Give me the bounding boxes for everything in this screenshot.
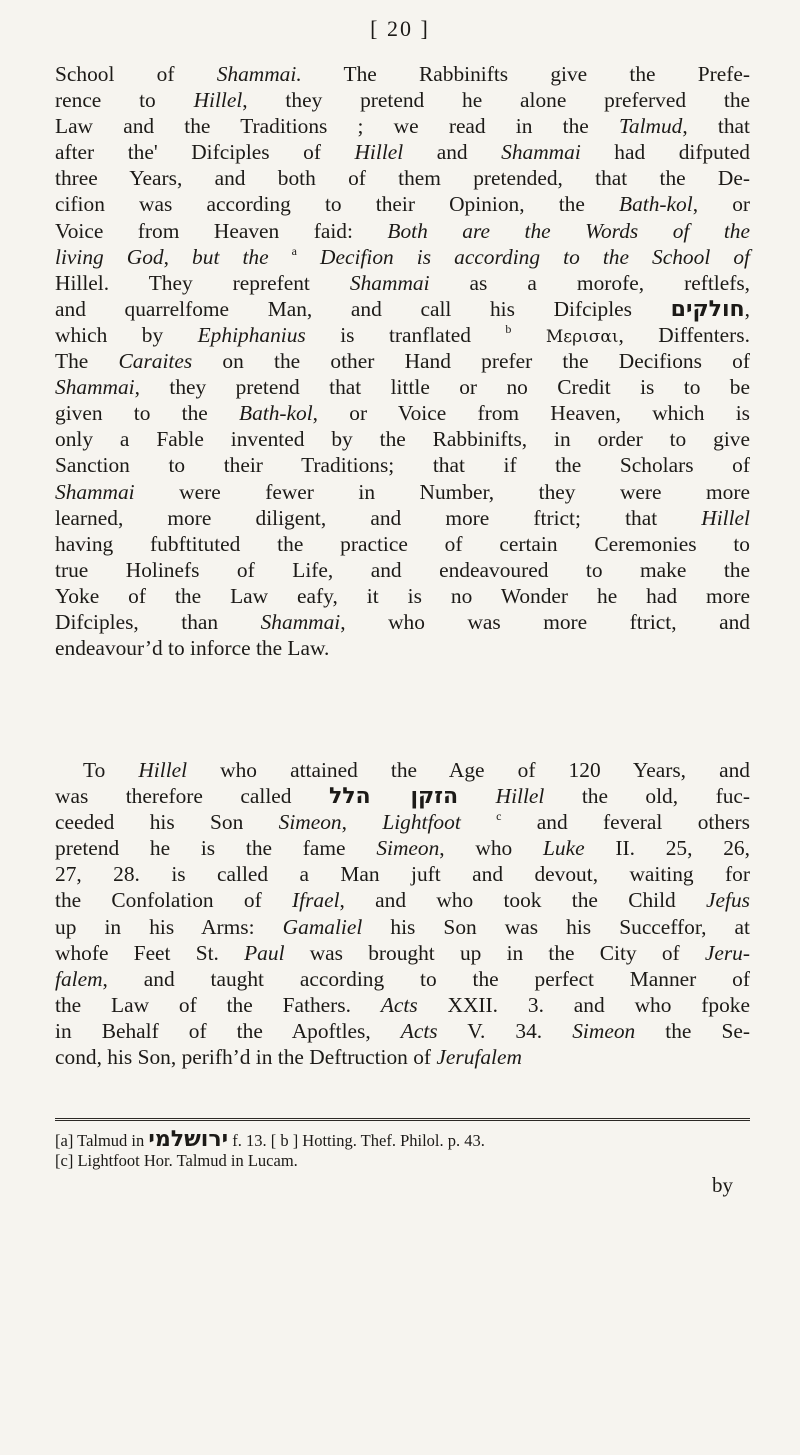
text-line [55, 531, 750, 557]
text-line [55, 914, 750, 940]
text-run: XXII. 3. and who fpoke [417, 992, 750, 1017]
text-run: , or Voice from Heaven, which is [312, 401, 750, 426]
italic-text: Shammai [55, 479, 135, 504]
text-line [55, 452, 750, 478]
text-run [461, 810, 496, 834]
hebrew-word: חולקים [670, 296, 745, 322]
italic-text: Jerufalem [436, 1045, 522, 1070]
text-run: Hillel. They reprefent [55, 270, 350, 295]
text-run: School of [55, 62, 217, 86]
italic-text: Hillel [138, 758, 188, 782]
text-line [55, 296, 750, 322]
text-run: true Holinefs of Life, and endeavoured to make the [55, 557, 750, 582]
text-run: Law and the Traditions ; we read in the [55, 114, 619, 139]
italic-text: Hillel [354, 140, 404, 165]
text-run: 27, 28. is called a Man juft and devout, waiting for [55, 862, 750, 887]
text-run: Voice from Heaven faid: [55, 218, 388, 243]
text-line [55, 139, 750, 165]
italic-text: Caraites [118, 349, 193, 374]
italic-text: Ifrael [292, 888, 340, 913]
text-line [55, 835, 750, 861]
text-run: the Se- [635, 1018, 751, 1043]
text-run: [a] Talmud in [55, 1131, 149, 1150]
text-run [458, 784, 495, 808]
text-line [55, 783, 750, 809]
text-line [55, 583, 750, 609]
text-line [55, 191, 750, 217]
text-run: cond, his Son, perifh’d in the Deftruction of [55, 1045, 437, 1070]
text-line [55, 400, 750, 426]
text-line [55, 348, 750, 374]
text-run: To [83, 758, 139, 782]
text-line [55, 322, 750, 348]
text-run: rence to [55, 88, 194, 113]
text-run: is tranflated [305, 322, 506, 347]
italic-text: Jeru- [704, 940, 750, 965]
footnote [55, 1151, 750, 1171]
text-line [55, 635, 750, 661]
text-run: ceeded his Son [55, 810, 279, 835]
italic-text: living God [55, 244, 164, 269]
italic-text: but the [192, 244, 292, 269]
text-run: , [341, 810, 383, 835]
text-run: Sanction to their Traditions; that if the Scholars of [55, 453, 750, 478]
italic-text: Both are the Words of the [387, 218, 750, 243]
text-line [55, 479, 750, 505]
text-run: the Confolation of [55, 888, 293, 913]
italic-text: Acts [380, 992, 418, 1017]
text-run: , and who took the Child [339, 888, 707, 913]
text-run: The Rabbinifts give the Prefe- [301, 62, 751, 86]
text-run: , [163, 244, 193, 269]
text-run: , they pretend he alone preferved the [242, 88, 751, 113]
text-line [55, 505, 750, 531]
text-line [55, 557, 750, 583]
text-run: in Behalf of the Apoftles, [55, 1018, 401, 1043]
text-run: as a morofe, reftlefs, [429, 270, 750, 295]
text-line [55, 861, 750, 887]
catchword: by [712, 1173, 733, 1197]
italic-text: Lightfoot [382, 810, 461, 835]
text-line [55, 87, 750, 113]
text-run: , they pretend that little or no Credit is to be [134, 375, 750, 400]
text-run: [c] Lightfoot Hor. Talmud in Lucam. [55, 1151, 298, 1170]
italic-text: Hillel [495, 784, 545, 809]
text-run: which by [55, 322, 198, 347]
text-run: only a Fable invented by the Rabbinifts, in order to give [55, 427, 750, 452]
text-run: cifion was according to their Opinion, the [55, 192, 620, 217]
paragraph-shammai-hillel [55, 61, 750, 661]
text-line [55, 940, 750, 966]
footnote-marker: a [291, 243, 297, 258]
text-run: were fewer in Number, they were more [134, 479, 750, 504]
text-run: The [55, 349, 119, 374]
text-run: had difputed [580, 140, 750, 165]
greek-word: Μερισαι [545, 326, 619, 347]
text-run: who attained the Age of 120 Years, and [187, 758, 750, 782]
italic-text: Simeon [376, 836, 440, 861]
text-run: whofe Feet St. [55, 940, 245, 965]
italic-text: Shammai [55, 375, 135, 400]
text-run: II. 25, 26, [584, 836, 750, 861]
text-run: , who [439, 836, 544, 861]
text-line [55, 426, 750, 452]
italic-text: Talmud [618, 114, 683, 139]
footnote-marker: b [505, 321, 512, 336]
text-run: after the' Difciples of [55, 140, 355, 165]
text-line [55, 1018, 750, 1044]
text-line [55, 61, 750, 87]
text-line [55, 992, 750, 1018]
text-run: his Son was his Succeffor, at [362, 914, 750, 939]
text-line [55, 165, 750, 191]
text-run: , that [682, 114, 750, 139]
italic-text: Ephiphanius [197, 322, 306, 347]
italic-text: Shammai [349, 270, 430, 295]
text-run: and feveral others [501, 810, 750, 835]
text-run: and quarrelfome Man, and call his Difciples [55, 296, 671, 321]
hebrew-word: הזקן הלל [328, 784, 459, 810]
text-run: V. 34. [437, 1018, 573, 1043]
text-run: was brought up in the City of [284, 940, 705, 965]
text-run: , and taught according to the perfect Manner of [102, 966, 750, 991]
italic-text: Acts [400, 1018, 438, 1043]
italic-text: Jefus [706, 888, 750, 913]
text-line [55, 887, 750, 913]
italic-text: Luke [543, 836, 585, 861]
text-line [55, 757, 750, 783]
footnote [55, 1127, 750, 1152]
text-run: the old, fuc- [544, 784, 751, 809]
text-run: and [403, 140, 502, 165]
italic-text: Paul [244, 940, 285, 965]
italic-text: Bath-kol [619, 192, 693, 217]
text-run: endeavour’d to inforce the Law. [55, 636, 330, 661]
text-run: , or [692, 192, 751, 217]
text-run: the Law of the Fathers. [55, 992, 381, 1017]
paragraph-hillel-succession [55, 757, 750, 1070]
page-number: [ 20 ] [370, 16, 430, 41]
text-line [55, 218, 750, 244]
text-run [511, 323, 545, 347]
text-line [55, 966, 750, 992]
footnote-marker: c [496, 809, 502, 824]
italic-text: Simeon [278, 810, 342, 835]
text-line [55, 244, 750, 270]
hebrew-word: ירושלמי [148, 1127, 229, 1152]
text-run: pretend he is the fame [55, 836, 377, 861]
text-run: on the other Hand prefer the Decifions of [192, 349, 750, 374]
text-line [55, 1044, 750, 1070]
text-run: , Diffenters. [618, 322, 750, 347]
italic-text: Shammai. [216, 62, 302, 86]
text-run: given to the [55, 401, 240, 426]
text-run: up in his Arms: [55, 914, 283, 939]
text-run: was therefore called [55, 784, 329, 809]
italic-text: Hillel [193, 88, 243, 113]
text-line [55, 609, 750, 635]
text-run: f. 13. [ b ] Hotting. Thef. Philol. p. 43. [228, 1131, 485, 1150]
text-run: having fubftituted the practice of certain Ceremonies to [55, 531, 750, 556]
italic-text: Hillel [701, 505, 750, 530]
italic-text: Decifion is according to the School of [296, 244, 750, 269]
text-line [55, 270, 750, 296]
footnotes [55, 1127, 750, 1171]
text-run: three Years, and both of them pretended, that the De- [55, 166, 750, 191]
footnote-rule [55, 1118, 750, 1121]
text-line [55, 374, 750, 400]
italic-text: Gamaliel [282, 914, 363, 939]
italic-text: falem [55, 966, 103, 991]
italic-text: Bath-kol [239, 401, 313, 426]
text-run: learned, more diligent, and more ftrict; that [55, 505, 702, 530]
text-run: , [744, 296, 750, 321]
text-line [55, 113, 750, 139]
text-run: Yoke of the Law eafy, it is no Wonder he had more [55, 583, 750, 608]
text-line [55, 809, 750, 835]
italic-text: Shammai [501, 140, 581, 165]
italic-text: Simeon [572, 1018, 636, 1043]
text-run: , who was more ftrict, and [340, 609, 750, 634]
italic-text: Shammai [260, 609, 341, 634]
text-run: Difciples, than [55, 609, 261, 634]
